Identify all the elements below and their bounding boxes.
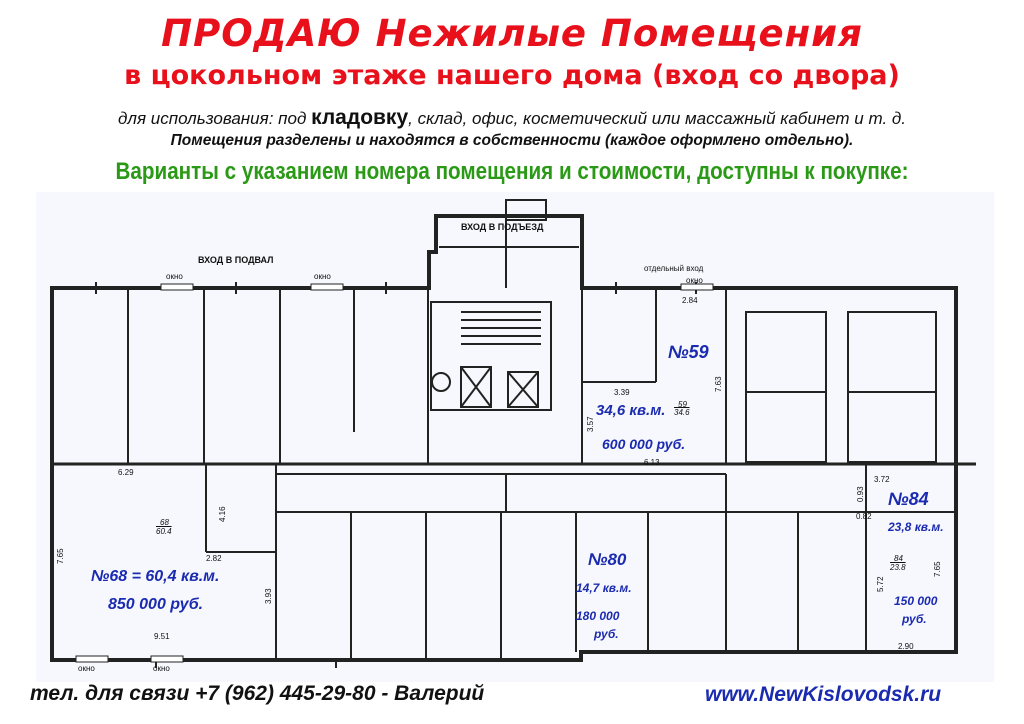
dim-label: 7.65 xyxy=(56,548,65,564)
window xyxy=(76,656,108,662)
room-80-price-line2: руб. xyxy=(594,627,619,641)
area-fraction-bottom: 60.4 xyxy=(156,527,172,536)
room-68-number-area: №68 = 60,4 кв.м. xyxy=(91,568,220,585)
usage-text xyxy=(0,106,1024,130)
label-entrance-stair: ВХОД В ПОДЪЕЗД xyxy=(461,222,544,232)
room-84-number: №84 xyxy=(888,489,929,509)
room-59-number: №59 xyxy=(668,342,709,362)
window xyxy=(151,656,183,662)
dim-label: 0.82 xyxy=(856,512,872,521)
room-59-price: 600 000 руб. xyxy=(602,436,686,452)
room-80-number: №80 xyxy=(588,550,627,569)
area-fraction-top: 68 xyxy=(160,518,169,527)
area-fraction-bottom: 23.8 xyxy=(890,563,906,572)
label-window: окно xyxy=(78,664,95,673)
dim-label: 7.65 xyxy=(933,561,942,577)
label-window: окно xyxy=(153,664,170,673)
area-fraction-bottom: 34.6 xyxy=(674,408,690,417)
usage-suffix: , склад, офис, косметический или массажный кабинет и т. д. xyxy=(408,109,907,128)
area-fraction-top: 84 xyxy=(894,554,903,563)
page-subtitle: в цокольном этаже нашего дома (вход со двора) xyxy=(124,60,900,91)
label-window: окно xyxy=(166,272,183,281)
dim-label: 5.72 xyxy=(876,576,885,592)
outer-wall xyxy=(52,216,956,660)
dim-label: 4.16 xyxy=(218,506,227,522)
dim-label: 9.51 xyxy=(154,632,170,641)
variants-heading: Варианты с указанием номера помещения и стоимости, доступны к покупке: xyxy=(115,158,909,185)
dim-label: 3.72 xyxy=(874,475,890,484)
dim-label: 7.63 xyxy=(714,376,723,392)
area-fraction-top: 59 xyxy=(678,400,687,409)
room-84-area: 23,8 кв.м. xyxy=(888,520,944,534)
dim-label: 2.82 xyxy=(206,554,222,563)
usage-bold: кладовку xyxy=(311,106,409,129)
page-title: ПРОДАЮ Нежилые Помещения xyxy=(161,12,863,55)
dim-label: 3.39 xyxy=(614,388,630,397)
room-68-price: 850 000 руб. xyxy=(108,596,204,613)
window xyxy=(161,284,193,290)
window xyxy=(311,284,343,290)
dim-label: 0.93 xyxy=(856,486,865,502)
room-84-price-line1: 150 000 xyxy=(894,594,938,608)
room-84-price-line2: руб. xyxy=(902,612,927,626)
label-entrance-basement: ВХОД В ПОДВАЛ xyxy=(198,255,274,265)
usage-prefix: для использования: под xyxy=(117,109,312,128)
room-80-price-line1: 180 000 xyxy=(576,609,620,623)
dim-label: 2.84 xyxy=(682,296,698,305)
label-separate-entrance: отдельный вход xyxy=(644,264,704,273)
label-window: окно xyxy=(686,276,703,285)
room-80-area: 14,7 кв.м. xyxy=(576,581,632,595)
ownership-text: Помещения разделены и находятся в собственности (каждое оформлено отдельно). xyxy=(170,132,854,149)
room-59-area: 34,6 кв.м. xyxy=(596,402,666,419)
dim-label: 6.29 xyxy=(118,468,134,477)
dim-label: 3.93 xyxy=(264,588,273,604)
dim-label: 6.13 xyxy=(644,458,660,467)
floor-plan xyxy=(36,192,994,682)
dim-label: 2.90 xyxy=(898,642,914,651)
label-window: окно xyxy=(314,272,331,281)
website-link[interactable]: www.NewKislovodsk.ru xyxy=(705,683,942,706)
dim-label: 3.57 xyxy=(586,416,595,432)
contact-phone: тел. для связи +7 (962) 445-29-80 - Валерий xyxy=(30,682,485,705)
